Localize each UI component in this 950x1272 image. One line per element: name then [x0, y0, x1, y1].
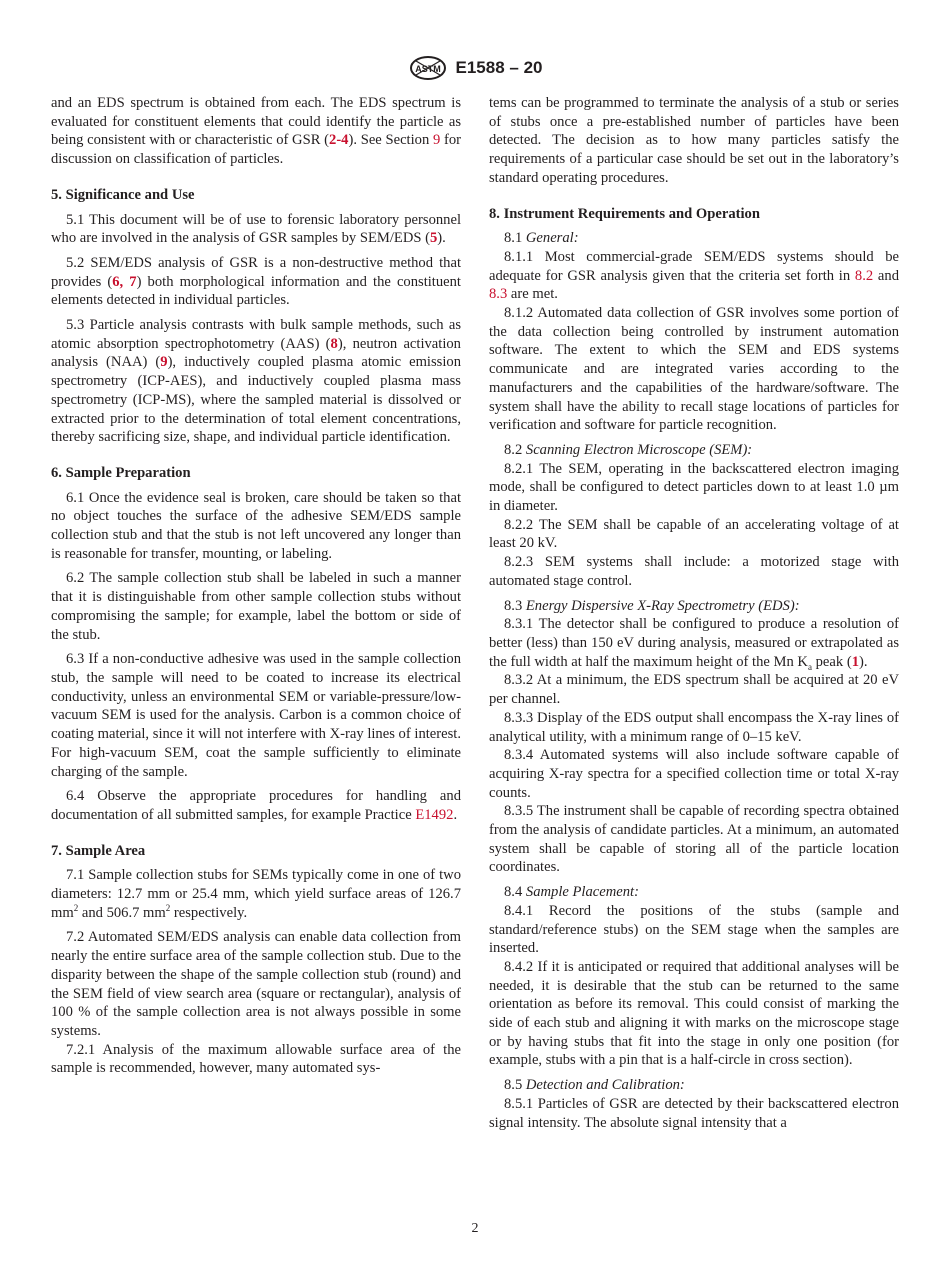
section-link[interactable]: 8.3 [489, 286, 508, 303]
astm-logo-icon [408, 55, 448, 81]
paragraph: 5.2 SEM/EDS analysis of GSR is a non-destructive method that provides (6, 7) both morphological information and the constituent elements detected in individual particles. [51, 254, 461, 309]
subsection-heading: 8.2 Scanning Electron Microscope (SEM): [504, 441, 753, 458]
document-id: E1588 – 20 [455, 58, 543, 77]
paragraph: 7.2.1 Analysis of the maximum allowable surface area of the sample is recommended, however, many automated sys- [51, 1041, 461, 1077]
paragraph: 8.3.5 The instrument shall be capable of recording spectra obtained from the analysis of candidate particles. At a minimum, an automated system shall be capable of storing all of the particle location coordinates. [489, 803, 899, 876]
paragraph: 6.2 The sample collection stub shall be labeled in such a manner that it is distinguishable from other sample collection stubs without compromising the sample; for example, label the bottom or side of the stub. [51, 570, 461, 643]
paragraph: 8.1.2 Automated data collection of GSR involves some portion of the data collection being controlled by instrument automation software. The extent to which the SEM and EDS systems communicate and are integrated varies according to the manufacturers and the capabilities of the hardware/software. The system shall have the ability to recall stage locations of particles for verification and software for particle recognition. [489, 305, 899, 434]
page-number: 2 [471, 1221, 479, 1236]
left-column [51, 94, 461, 1078]
paragraph: 8.2.1 The SEM, operating in the backscattered electron imaging mode, shall be configured to detect particles down to at least 1.0 µm in diameter. [489, 460, 899, 515]
subsection-heading: 8.5 Detection and Calibration: [504, 1077, 685, 1094]
paragraph: 8.4.2 If it is anticipated or required that additional analyses will be needed, it is desirable that the stub can be returned to the same orientation as before its removal. This could consist of marking the side of each stub and aligning it with marks on the microscope stage or by having stubs that fit into the stage in only one position (for example, stubs with a pin that is a half-circle in cross section). [489, 958, 899, 1069]
reference-link[interactable]: 1 [851, 653, 859, 670]
reference-link[interactable]: 8 [330, 335, 338, 352]
reference-link[interactable]: 7 [129, 273, 137, 290]
paragraph: 8.1.1 Most commercial-grade SEM/EDS systems should be adequate for GSR analysis given that the criteria set forth in 8.2 and 8.3 are met. [489, 248, 899, 303]
subsection-heading: 8.4 Sample Placement: [504, 884, 639, 901]
standard-link[interactable]: E1492 [415, 806, 454, 823]
intro-paragraph: and an EDS spectrum is obtained from each. The EDS spectrum is evaluated for constituent elements that could identify the particle as being consistent with or characteristic of GSR (2-4). See Section 9 for discussion on classification of particles. [51, 95, 461, 168]
paragraph: 8.3.3 Display of the EDS output shall encompass the X-ray lines of analytical utility, with a minimum range of 0–15 keV. [489, 709, 899, 745]
section-title: 6. Sample Preparation [51, 464, 191, 481]
paragraph: 8.3.1 The detector shall be configured to produce a resolution of better (less) than 150 eV during analysis, measured or extrapolated as the full width at half the maximum height of the Mn $K_a$ peak (1). [489, 616, 899, 672]
right-column [489, 94, 899, 1132]
paragraph: 5.1 This document will be of use to forensic laboratory personnel who are involved in the analysis of GSR samples by SEM/EDS (5). [51, 211, 461, 247]
section-title: 5. Significance and Use [51, 186, 195, 203]
paragraph: 6.1 Once the evidence seal is broken, care should be taken so that no object touches the surface of the adhesive SEM/EDS sample collection stub and that the stub is not left uncovered any longer than is reasonable for transfer, mounting, or labeling. [51, 489, 461, 562]
paragraph: 8.2.3 SEM systems shall include: a motorized stage with automated stage control. [489, 554, 899, 589]
subsection-heading: 8.3 Energy Dispersive X-Ray Spectrometry (EDS): [504, 597, 800, 614]
section-title: 8. Instrument Requirements and Operation [489, 205, 760, 222]
reference-link[interactable]: 2-4 [329, 132, 349, 149]
reference-link[interactable]: 9 [160, 354, 168, 371]
reference-link[interactable]: 6, [112, 273, 124, 290]
reference-link[interactable]: 5 [430, 230, 438, 247]
section-link[interactable]: 8.2 [854, 267, 874, 284]
paragraph: 5.3 Particle analysis contrasts with bulk sample methods, such as atomic absorption spectrophotometry (AAS) (8), neutron activation analysis (NAA) (9), inductively coupled plasma atomic emission spectrometry (ICP-AES), and inductively coupled plasma mass spectrometry (ICP-MS), where the sampled material is dissolved or extracted prior to the determination of total element concentrations, thereby sacrificing size, shape, and individual particle identification. [51, 317, 461, 446]
paragraph: 8.4.1 Record the positions of the stubs (sample and standard/reference stubs) on the SEM stage when the samples are inserted. [489, 902, 899, 957]
page-header [0, 55, 950, 81]
paragraph: 8.2.2 The SEM shall be capable of an accelerating voltage of at least 20 kV. [489, 516, 899, 552]
paragraph: 8.3.4 Automated systems will also include software capable of acquiring X-ray spectra for a specified collection time or total X-ray counts. [489, 747, 899, 801]
paragraph: 8.3.2 At a minimum, the EDS spectrum shall be acquired at 20 eV per channel. [489, 672, 899, 708]
paragraph: 8.5.1 Particles of GSR are detected by their backscattered electron signal intensity. The absolute signal intensity that a [489, 1095, 899, 1131]
continued-paragraph: tems can be programmed to terminate the analysis of a stub or series of stubs once a pre-established number of particles have been detected. The decision as to how many particles satisfy the requirements of a particular case should be set out in the laboratory’s standard operating procedures. [489, 95, 899, 186]
paragraph: 7.1 Sample collection stubs for SEMs typically come in one of two diameters: 12.7 mm or 25.4 mm, which yield surface areas of 126.7 $mm^2$ and 506.7 $mm^2$ respectively. [51, 867, 461, 921]
paragraph: 6.3 If a non-conductive adhesive was used in the sample collection stub, the sample will need to be coated to increase its electrical conductivity, unless an environmental SEM or variable-pressure/low-vacuum SEM is used for the analysis. Carbon is a common choice of coating material, since it will not interfere with X-ray lines of interest. For high-vacuum SEM, coat the sample sufficiently to eliminate charging of the sample. [51, 651, 461, 780]
paragraph: 6.4 Observe the appropriate procedures for handling and documentation of all submitted samples, for example Practice E1492. [51, 788, 461, 823]
svg-text:ASTM: ASTM [414, 64, 441, 74]
subsection-heading: 8.1 General: [504, 230, 579, 247]
section-link[interactable]: 9 [432, 132, 441, 149]
section-title: 7. Sample Area [51, 842, 146, 859]
paragraph: 7.2 Automated SEM/EDS analysis can enable data collection from nearly the entire surface area of the sample collection stub. Due to the disparity between the shape of the sample collection stub (round) and the SEM field of view search area (square or rectangular), analysis of 100 % of the sample collection area is not always possible in some systems. [51, 929, 461, 1039]
